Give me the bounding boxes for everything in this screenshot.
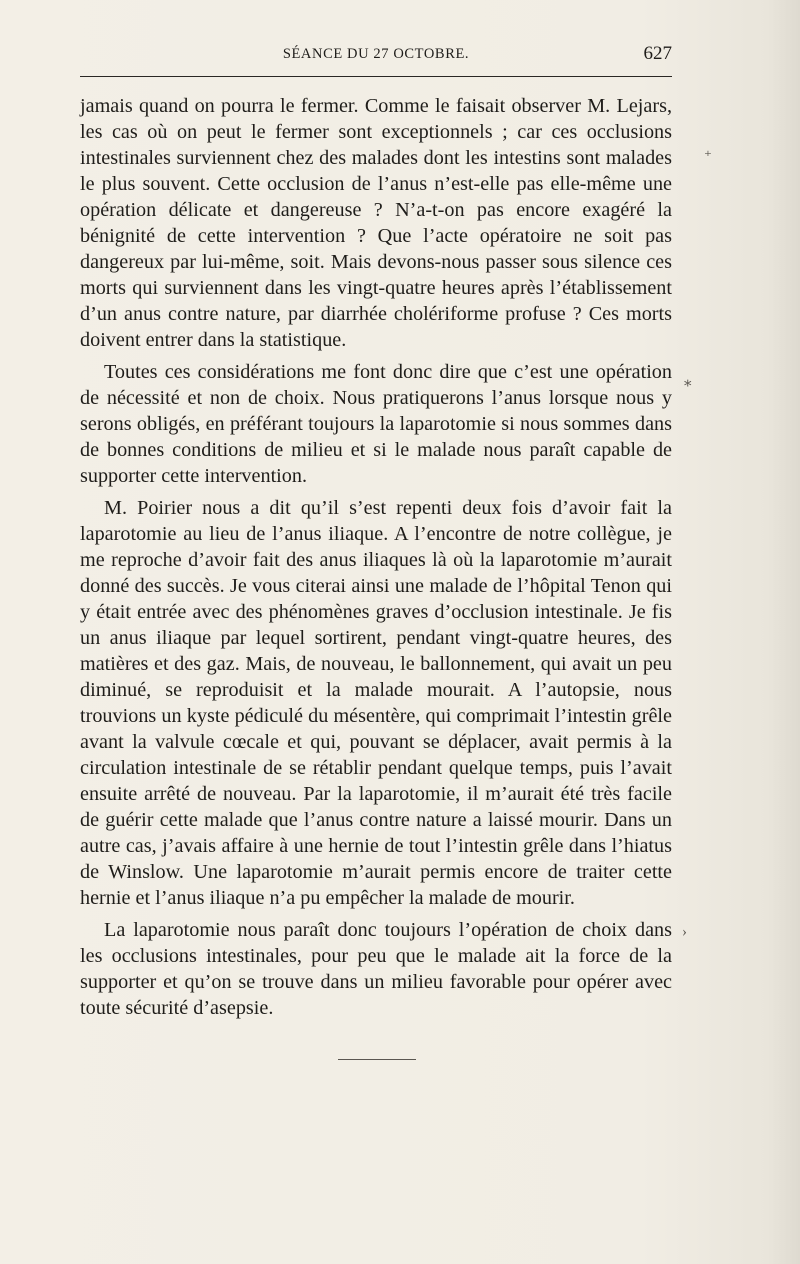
running-title: SÉANCE DU 27 OCTOBRE. (282, 46, 470, 62)
margin-pencil-mark-icon: ⁺ (704, 149, 712, 165)
page-number: 627 (643, 43, 672, 64)
paragraph-2: Toutes ces considérations me font donc dire que c’est une opération de nécessité et non de choix. Nous pratiquerons l’anus lorsque nous y serons obligés, en préférant toujours la laparotomie si nous sommes dans de bonnes conditions de milieu et si le malade nous paraît capable de supporter cette intervention. (80, 361, 672, 487)
page-header (80, 40, 672, 77)
paragraph-4: La laparotomie nous paraît donc toujours l’opération de choix dans les occlusions intestinales, pour peu que le malade ait la force de la supporter et qu’on se trouve dans un milieu favorable pour opérer avec toute sécurité d’asepsie. (80, 919, 672, 1019)
paragraph-3: M. Poirier nous a dit qu’il s’est repenti deux fois d’avoir fait la laparotomie au lieu de l’anus iliaque. A l’encontre de notre collègue, je me reproche d’avoir fait des anus iliaques là où la laparotomie m’aurait donné des succès. Je vous citerai ainsi une malade de l’hôpital Tenon qui y était entrée avec des phénomènes graves d’occlusion intestinale. Je fis un anus iliaque par lequel sortirent, pendant vingt-quatre heures, des matières et des gaz. Mais, de nouveau, le ballonnement, qui avait un peu diminué, se reproduisit et la malade mourait. A l’autopsie, nous trouvions un kyste pédiculé du mésentère, qui comprimait l’intestin grêle avant la valvule cœcale et qui, pouvant se déplacer, avait permis à la circulation intestinale de se rétablir pendant quelque temps, puis l’avait ensuite arrêté de nouveau. Par la laparotomie, il m’aurait été très facile de guérir cette malade que l’anus contre nature a laissé mourir. Dans un autre cas, j’avais affaire à une hernie de tout l’intestin grêle dans l’hiatus de Winslow. Une laparotomie m’aurait permis encore de traiter cette hernie et l’anus iliaque n’a pu empêcher la malade de mourir. (80, 497, 672, 909)
margin-pencil-mark-icon: ⁎ (684, 374, 692, 390)
paragraph-1: jamais quand on pourra le fermer. Comme le faisait observer M. Lejars, les cas où on peut le fermer sont exceptionnels ; car ces occlusions intestinales surviennent chez des malades dont les intestins sont malades le plus souvent. Cette occlusion de l’anus n’est-elle pas elle-même une opération délicate et dangereuse ? N’a-t-on pas encore exagéré la bénignité de cette intervention ? Que l’acte opératoire ne soit pas dangereux par lui-même, soit. Mais devons-nous passer sous silence ces morts qui surviennent dans les vingt-quatre heures après l’établissement d’un anus contre nature, par diarrhée cholériforme profuse ? Ces morts doivent entrer dans la statistique. (80, 95, 672, 351)
end-rule (338, 1059, 416, 1060)
body-text (80, 93, 672, 1021)
margin-pencil-mark-icon: › (682, 924, 687, 940)
